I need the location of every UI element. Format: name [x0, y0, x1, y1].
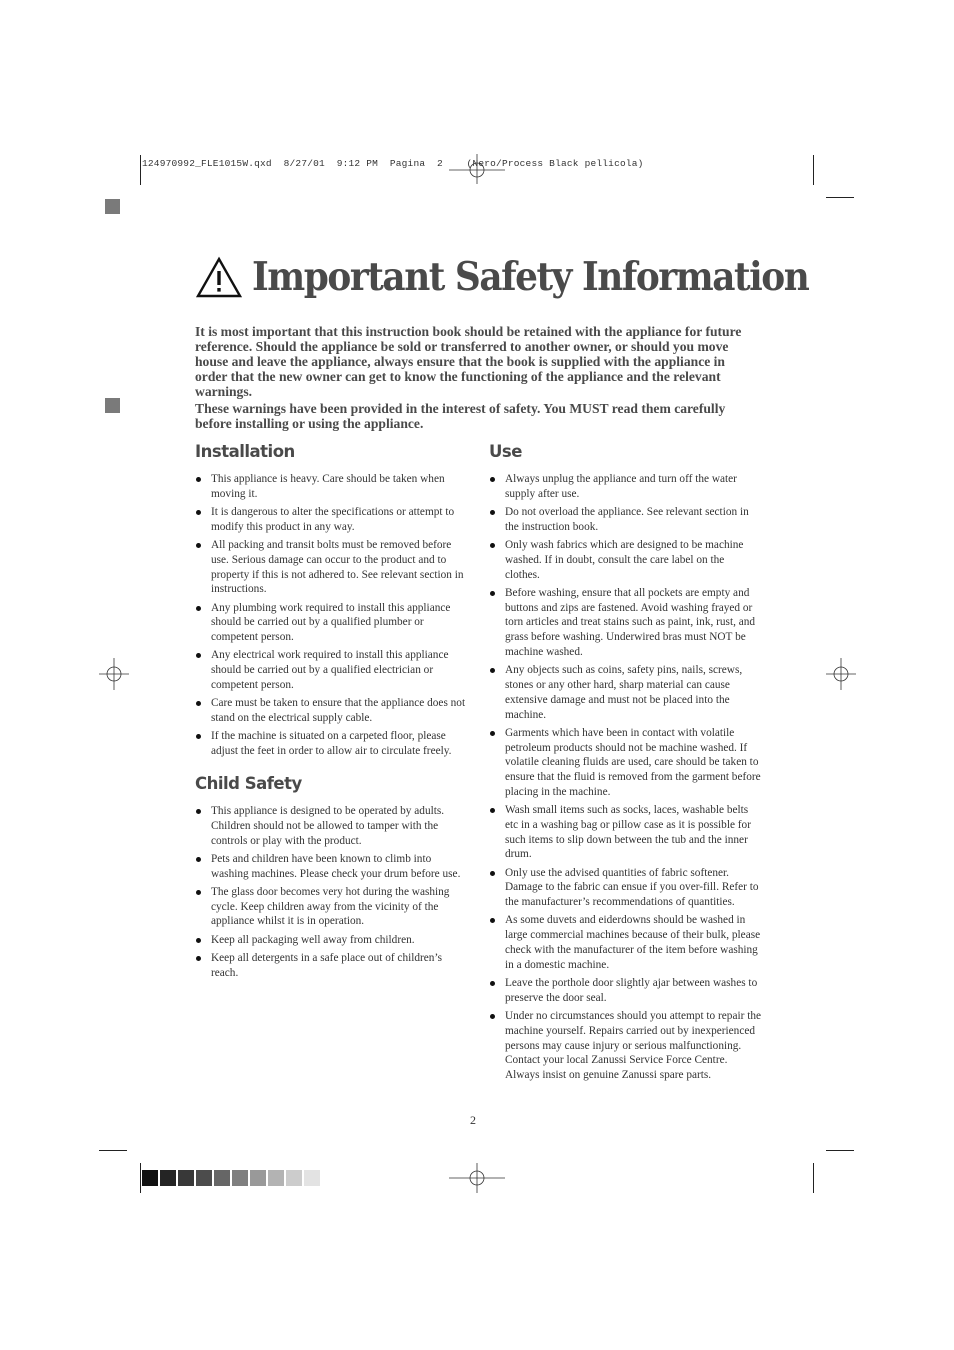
bullet-icon	[490, 477, 495, 482]
color-swatch	[250, 1170, 266, 1186]
crop-mark-top-left	[140, 155, 141, 185]
list-item	[489, 803, 761, 862]
list-item-text: Garments which have been in contact with volatile petroleum products should not be machine washed. If volatile cleaning fluids are used, care should be taken to ensure that the fluid is removed from the garment before placing in the machine.	[505, 726, 761, 798]
title-row	[196, 254, 857, 300]
list-item	[195, 648, 467, 692]
printer-slug: 124970992_FLE1015W.qxd 8/27/01 9:12 PM Pagina 2 (Nero/Process Black pellicola)	[142, 158, 644, 169]
bullet-icon	[196, 890, 201, 895]
list-item	[195, 804, 467, 848]
bullet-icon	[196, 477, 201, 482]
list-item	[195, 696, 467, 726]
child-safety-heading: Child Safety	[195, 774, 302, 793]
crop-mark-bottom-left-h	[99, 1150, 127, 1151]
list-item-text: All packing and transit bolts must be removed before use. Serious damage can occur to the product and to property if this is not adhered to. See relevant section in instructions.	[211, 538, 464, 596]
color-swatch	[196, 1170, 212, 1186]
list-item-text: This appliance is heavy. Care should be taken when moving it.	[211, 473, 445, 500]
color-swatch	[142, 1170, 158, 1186]
list-item-text: Leave the porthole door slightly ajar between washes to preserve the door seal.	[505, 977, 758, 1004]
intro-warning-paragraph: These warnings have been provided in the interest of safety. You MUST read them carefully before installing or using the appliance.	[195, 401, 726, 431]
crop-mark-bottom-right-h	[826, 1150, 854, 1151]
bullet-icon	[196, 734, 201, 739]
bullet-icon	[490, 510, 495, 515]
list-item	[195, 538, 467, 597]
list-item-text: Care must be taken to ensure that the appliance does not stand on the electrical supply cable.	[211, 697, 466, 724]
list-item	[489, 726, 761, 800]
list-item	[195, 505, 467, 535]
warning-triangle-icon	[196, 256, 242, 298]
list-item	[489, 866, 761, 910]
color-swatch	[304, 1170, 320, 1186]
bullet-icon	[196, 956, 201, 961]
list-item-text: If the machine is situated on a carpeted floor, please adjust the feet in order to allow air to circulate freely.	[211, 730, 452, 757]
list-item-text: Do not overload the appliance. See relevant section in the instruction book.	[505, 505, 749, 533]
list-item	[489, 1009, 761, 1083]
installation-heading: Installation	[195, 442, 295, 461]
list-item-text: Any plumbing work required to install this appliance should be carried out by a qualified plumber or competent person.	[211, 601, 451, 644]
list-item	[489, 586, 761, 660]
bullet-icon	[490, 543, 495, 548]
list-item	[195, 472, 467, 502]
list-item-text: As some duvets and eiderdowns should be washed in large commercial machines because of their bulk, please check with the manufacturer of the item before washing in a domestic machine.	[505, 914, 761, 971]
installation-list	[195, 472, 467, 762]
list-item	[195, 933, 467, 948]
list-item	[489, 913, 761, 972]
page-number: 2	[470, 1113, 476, 1127]
crop-mark-top-right-v	[813, 155, 814, 185]
list-item	[195, 951, 467, 981]
crop-mark-bottom-right-v	[813, 1163, 814, 1193]
bullet-icon	[196, 701, 201, 706]
list-item	[489, 505, 761, 535]
crop-mark-bottom-left-v	[140, 1163, 141, 1193]
list-item-text: Before washing, ensure that all pockets are empty and buttons and zips are fastened. Avoid washing frayed or torn articles and treat stains such as paint, ink, rust, and grass before washing. Underwired bras must NOT be machine washed.	[505, 586, 756, 658]
bullet-icon	[196, 938, 201, 943]
list-item	[195, 852, 467, 882]
bullet-icon	[196, 543, 201, 548]
registration-mark-left-icon	[99, 658, 129, 690]
list-item-text: Keep all detergents in a safe place out of children’s reach.	[211, 951, 442, 979]
registration-mark-bottom-icon	[449, 1163, 505, 1193]
list-item	[489, 976, 761, 1006]
page-title: Important Safety Information	[252, 254, 809, 300]
list-item-text: Only use the advised quantities of fabric softener. Damage to the fabric can ensue if you over-fill. Refer to the manufacturer’s recommendations of quantities.	[505, 866, 759, 909]
list-item-text: Keep all packaging well away from children.	[211, 933, 415, 946]
color-swatch	[268, 1170, 284, 1186]
bullet-icon	[490, 1014, 495, 1019]
list-item-text: Always unplug the appliance and turn off the water supply after use.	[505, 473, 737, 500]
bullet-icon	[490, 808, 495, 813]
use-heading: Use	[489, 442, 522, 461]
color-swatch	[178, 1170, 194, 1186]
color-swatch	[214, 1170, 230, 1186]
crop-mark-top-right-h	[826, 197, 854, 198]
bullet-icon	[490, 871, 495, 876]
list-item	[489, 538, 761, 582]
list-item-text: The glass door becomes very hot during the washing cycle. Keep children away from the vicinity of the appliance whilst it is in operation.	[211, 885, 450, 928]
bullet-icon	[490, 981, 495, 986]
intro-paragraph: It is most important that this instruction book should be retained with the appliance for future reference. Should the appliance be sold or transferred to another owner, or should you move house and leave the appliance, always ensure that the book is supplied with the appliance in order that the new owner can get to know the functioning of the appliance and the relevant warnings.	[195, 324, 742, 399]
bullet-icon	[490, 918, 495, 923]
list-item-text: Pets and children have been known to climb into washing machines. Please check your drum before use.	[211, 852, 461, 880]
use-list	[489, 472, 761, 1086]
list-item	[195, 885, 467, 929]
bullet-icon	[196, 653, 201, 658]
list-item-text: Any objects such as coins, safety pins, nails, screws, stones or any other hard, sharp material can cause extensive damage and must not be placed into the machine.	[505, 664, 743, 721]
child-safety-list	[195, 804, 467, 984]
list-item-text: Wash small items such as socks, laces, washable belts etc in a washing bag or pillow case as it is possible for such items to slip down between the tub and the inner drum.	[505, 804, 751, 861]
bullet-icon	[196, 510, 201, 515]
color-swatch	[160, 1170, 176, 1186]
list-item-text: Only wash fabrics which are designed to be machine washed. If in doubt, consult the care label on the clothes.	[505, 538, 744, 581]
list-item-text: This appliance is designed to be operated by adults. Children should not be allowed to tamper with the controls or play with the product.	[211, 805, 445, 847]
list-item	[489, 663, 761, 722]
list-item-text: Under no circumstances should you attempt to repair the machine yourself. Repairs carried out by inexperienced persons may cause injury or serious malfunctioning. Contact your local Zanussi Service Force Centre. Always insist on genuine Zanussi spare parts.	[505, 1010, 761, 1082]
color-swatch	[232, 1170, 248, 1186]
list-item-text: It is dangerous to alter the specifications or attempt to modify this product in any way.	[211, 505, 455, 533]
bullet-icon	[196, 606, 201, 611]
color-calibration-bar	[142, 1170, 322, 1186]
margin-marker-middle	[105, 398, 120, 413]
margin-marker-top	[105, 199, 120, 214]
registration-mark-top-icon	[449, 154, 505, 184]
list-item	[489, 472, 761, 502]
bullet-icon	[490, 731, 495, 736]
bullet-icon	[490, 668, 495, 673]
bullet-icon	[196, 857, 201, 862]
bullet-icon	[490, 591, 495, 596]
registration-mark-right-icon	[826, 658, 856, 690]
list-item-text: Any electrical work required to install this appliance should be carried out by a qualified electrician or competent person.	[211, 649, 449, 691]
bullet-icon	[196, 809, 201, 814]
color-swatch	[286, 1170, 302, 1186]
list-item	[195, 601, 467, 645]
list-item	[195, 729, 467, 759]
